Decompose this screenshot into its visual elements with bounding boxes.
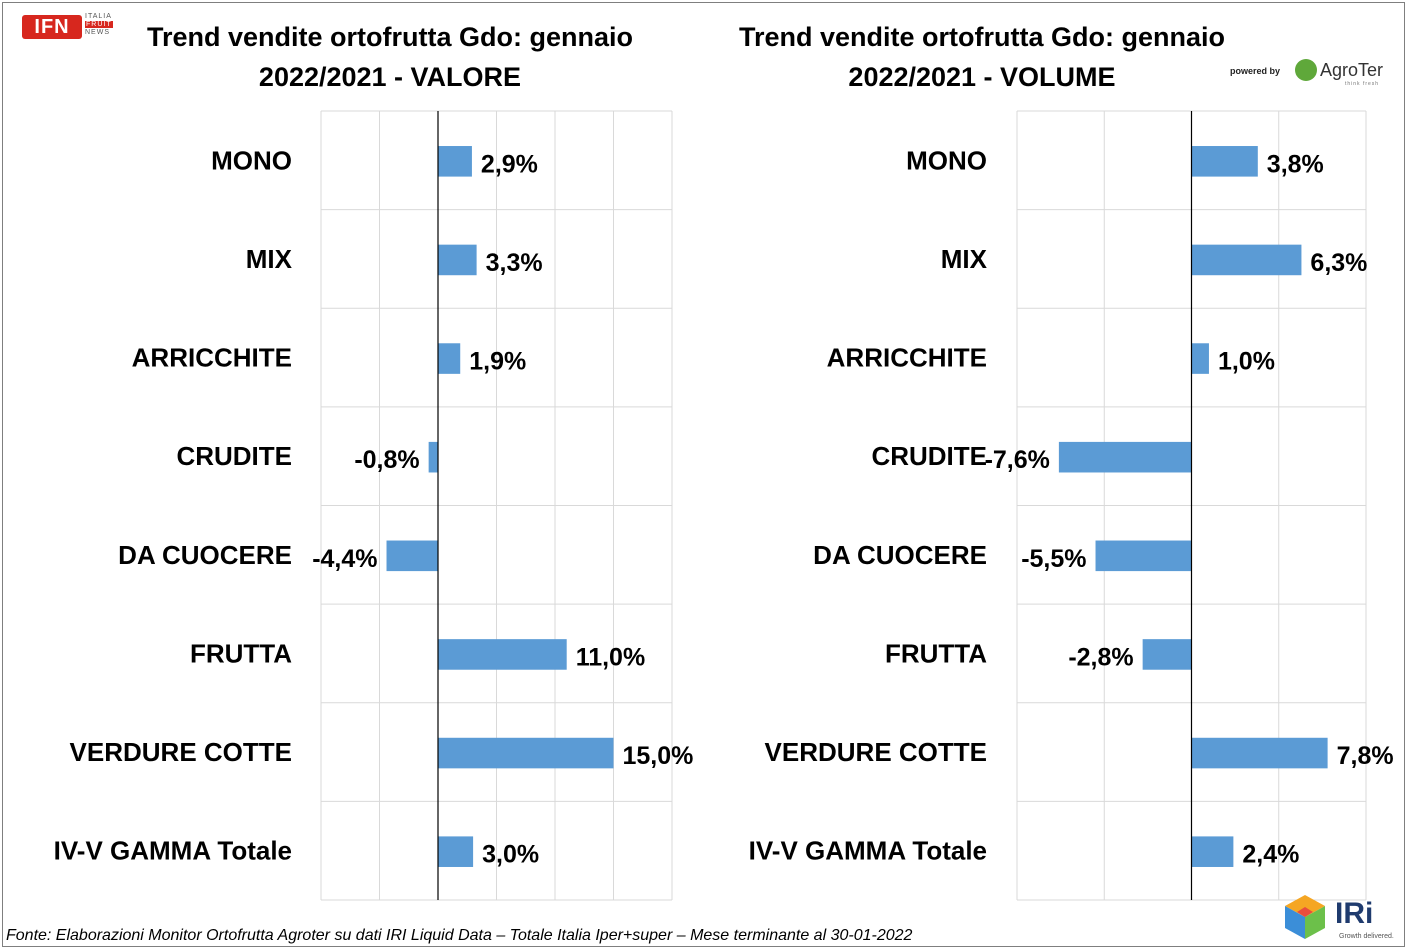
volume-category-label: DA CUOCERE [813,539,987,570]
valore-data-label: -0,8% [354,446,420,475]
volume-data-label: 7,8% [1336,742,1394,771]
valore-category-label: CRUDITE [176,441,292,472]
chart-title-volume-line-1: Trend vendite ortofrutta Gdo: gennaio [739,22,1225,52]
valore-data-label: -4,4% [312,544,378,573]
valore-category-label: MONO [211,145,292,176]
volume-category-label: FRUTTA [884,638,987,669]
volume-bar-iv-v-gamma-totale [1192,836,1234,867]
valore-data-label: 11,0% [575,643,646,672]
chart-valore [54,111,694,900]
volume-category-label: VERDURE COTTE [764,737,987,768]
chart-title-valore-line-2: 2022/2021 - VALORE [258,62,522,92]
valore-data-label: 1,9% [469,347,527,376]
ifn-logo-sub-1: ITALIA [85,13,112,20]
volume-bar-mix [1192,245,1302,276]
valore-data-label: 2,9% [480,150,538,179]
volume-category-label: IV-V GAMMA Totale [748,835,987,866]
iri-name: IRi [1335,897,1374,930]
valore-category-label: ARRICCHITE [131,342,292,373]
valore-data-label: 3,0% [482,840,540,869]
chart-title-valore-line-1: Trend vendite ortofrutta Gdo: gennaio [147,22,633,52]
valore-category-label: VERDURE COTTE [69,737,292,768]
valore-bar-mix [438,245,477,276]
iri-cube-icon [1283,893,1327,941]
volume-data-label: 3,8% [1266,150,1324,179]
valore-category-label: DA CUOCERE [118,539,292,570]
valore-data-label: 3,3% [485,248,543,277]
valore-bar-verdure-cotte [438,738,614,769]
powered-by-label: powered by [1230,66,1281,76]
ifn-logo-sub-3: NEWS [85,29,110,36]
valore-bar-mono [438,146,472,177]
volume-bar-da-cuocere [1096,541,1192,572]
valore-data-label: 15,0% [622,742,694,771]
volume-bar-mono [1192,146,1258,177]
chart-title-volume-line-2: 2022/2021 - VOLUME [848,62,1116,92]
valore-bar-crudite [429,442,438,473]
volume-data-label: 6,3% [1310,248,1368,277]
volume-bar-frutta [1143,639,1192,670]
volume-category-label: MIX [940,243,987,274]
valore-bar-iv-v-gamma-totale [438,836,473,867]
volume-category-label: ARRICCHITE [826,342,987,373]
valore-category-label: FRUTTA [189,638,292,669]
chart-volume [749,111,1394,900]
volume-bar-arricchite [1192,343,1209,374]
volume-bar-crudite [1059,442,1192,473]
volume-data-label: 1,0% [1217,347,1275,376]
volume-data-label: 2,4% [1242,840,1300,869]
iri-tagline: Growth delivered. [1339,933,1394,940]
ifn-logo-mark: IFN [22,15,82,39]
source-footnote: Fonte: Elaborazioni Monitor Ortofrutta Agroter su dati IRI Liquid Data – Totale Italia Iper+super – Mese terminante al 30-01-2022 [6,927,913,944]
valore-bar-arricchite [438,343,460,374]
valore-bar-frutta [438,639,567,670]
valore-category-label: IV-V GAMMA Totale [53,835,292,866]
volume-data-label: -5,5% [1021,544,1087,573]
volume-category-label: CRUDITE [871,441,987,472]
valore-category-label: MIX [245,243,292,274]
valore-bar-da-cuocere [387,541,438,572]
volume-data-label: -7,6% [984,446,1050,475]
iri-logo [1283,893,1403,945]
volume-bar-verdure-cotte [1192,738,1328,769]
volume-category-label: MONO [906,145,987,176]
agroter-name: AgroTer [1320,60,1384,80]
agroter-tagline: think fresh [1345,81,1380,87]
ifn-logo-sub-2: FRUIT [86,21,112,28]
volume-data-label: -2,8% [1068,643,1134,672]
